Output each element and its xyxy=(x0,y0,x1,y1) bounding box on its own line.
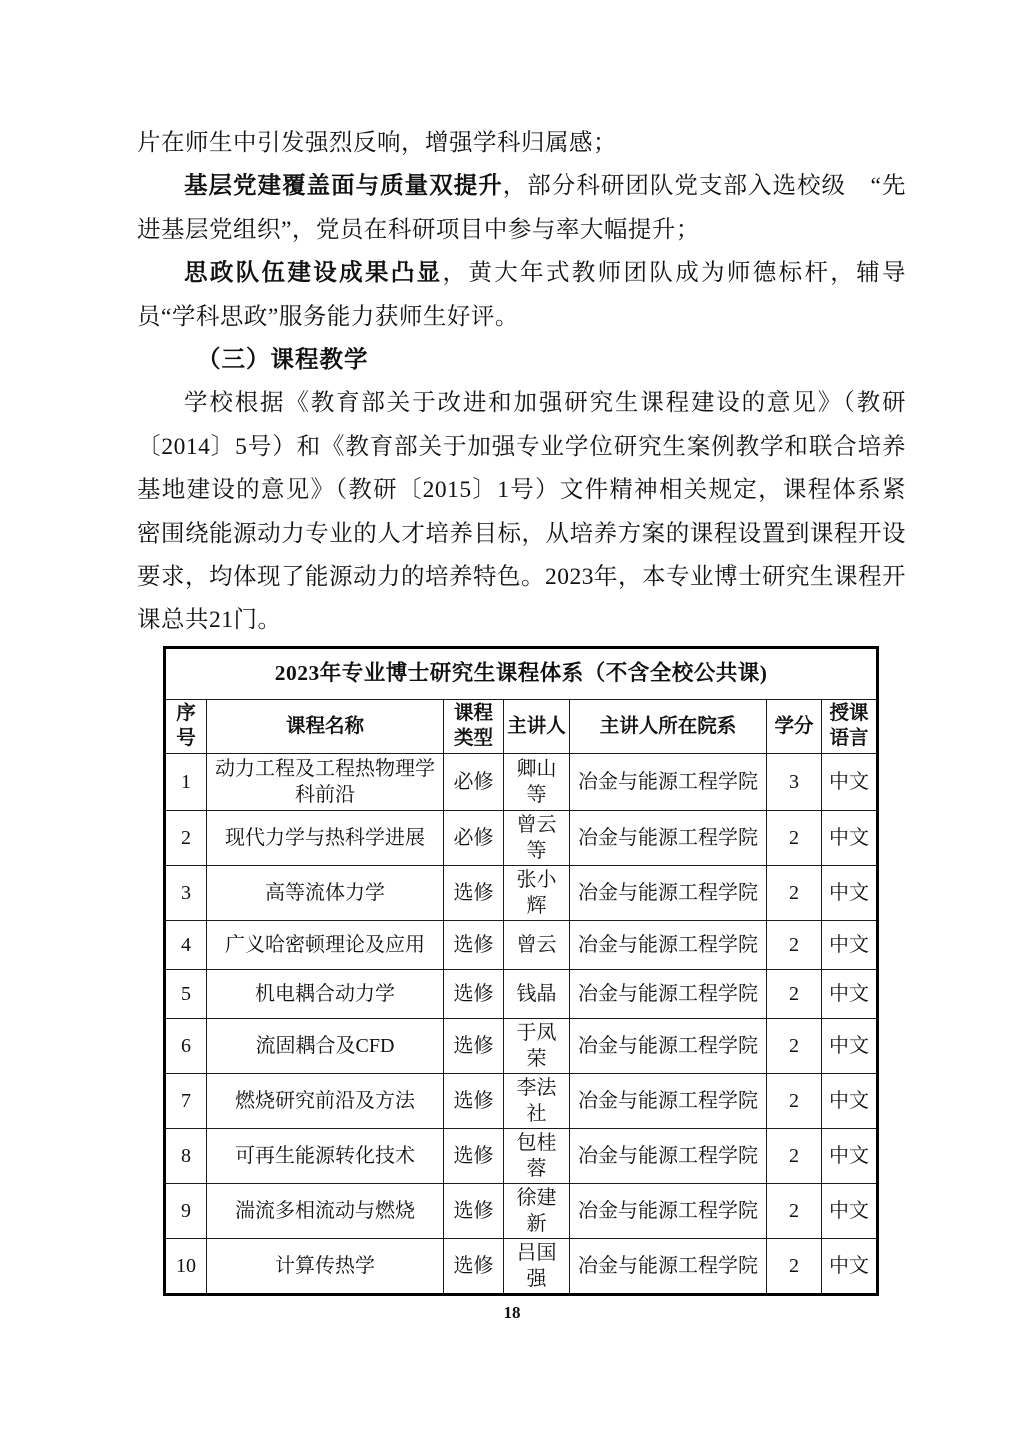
table-row xyxy=(165,969,878,1018)
cell-credits: 2 xyxy=(767,1073,822,1128)
table-title: 2023年专业博士研究生课程体系（不含全校公共课) xyxy=(165,647,878,699)
table-row xyxy=(165,1018,878,1073)
paragraph-text: 学校根据《教育部关于改进和加强研究生课程建设的意见》（教研〔2014〕5号）和《教育部关于加强专业学位研究生案例教学和联合培养基地建设的意见》（教研〔2015〕1号）文件精神相关规定，课程体系紧密围绕能源动力专业的人才培养目标，从培养方案的课程设置到课程开设要求，均体现了能源动力的培养特色。2023年，本专业博士研究生课程开课总共21门。 xyxy=(137,390,906,634)
cell-lecturer: 吕国强 xyxy=(504,1238,570,1294)
section-heading-course-teaching: （三）课程教学 xyxy=(197,347,369,374)
cell-course-type: 必修 xyxy=(444,753,504,810)
column-header-course-type: 课程类型 xyxy=(444,699,504,753)
table-header-row xyxy=(165,699,878,753)
table-title-row xyxy=(165,647,878,699)
cell-course-name: 湍流多相流动与燃烧 xyxy=(207,1183,444,1238)
cell-department: 冶金与能源工程学院 xyxy=(570,969,767,1018)
cell-course-name: 计算传热学 xyxy=(207,1238,444,1294)
cell-course-name: 可再生能源转化技术 xyxy=(207,1128,444,1183)
paragraph-course-system xyxy=(137,382,906,642)
cell-course-type: 选修 xyxy=(444,865,504,920)
cell-lecturer: 张小辉 xyxy=(504,865,570,920)
cell-course-type: 选修 xyxy=(444,1073,504,1128)
cell-credits: 2 xyxy=(767,1018,822,1073)
column-header-credits: 学分 xyxy=(767,699,822,753)
cell-no: 8 xyxy=(165,1128,207,1183)
table-row xyxy=(165,810,878,865)
document-body xyxy=(137,122,906,1296)
cell-language: 中文 xyxy=(822,1128,878,1183)
cell-language: 中文 xyxy=(822,969,878,1018)
cell-lecturer: 包桂蓉 xyxy=(504,1128,570,1183)
cell-course-name: 动力工程及工程热物理学科前沿 xyxy=(207,753,444,810)
cell-no: 1 xyxy=(165,753,207,810)
cell-no: 2 xyxy=(165,810,207,865)
cell-course-type: 选修 xyxy=(444,1018,504,1073)
paragraph-text: 片在师生中引发强烈反响，增强学科归属感； xyxy=(137,130,617,156)
table-row xyxy=(165,1073,878,1128)
cell-language: 中文 xyxy=(822,1018,878,1073)
cell-course-type: 选修 xyxy=(444,969,504,1018)
paragraph-text: ，黄大年式教师团队成为师德标杆，辅导员“学科思政”服务能力获师生好评。 xyxy=(137,260,907,330)
column-header-department: 主讲人所在院系 xyxy=(570,699,767,753)
cell-no: 4 xyxy=(165,920,207,969)
cell-credits: 2 xyxy=(767,810,822,865)
table-row xyxy=(165,865,878,920)
cell-language: 中文 xyxy=(822,920,878,969)
cell-no: 6 xyxy=(165,1018,207,1073)
cell-lecturer: 曾云 xyxy=(504,920,570,969)
paragraph-text: ，部分科研团队党支部入选校级 “先进基层党组织”，党员在科研项目中参与率大幅提升； xyxy=(137,173,907,243)
table-row xyxy=(165,753,878,810)
cell-lecturer: 李法社 xyxy=(504,1073,570,1128)
cell-lecturer: 钱晶 xyxy=(504,969,570,1018)
paragraph-lead-bold: 基层党建覆盖面与质量双提升 xyxy=(184,173,503,200)
table-row xyxy=(165,1128,878,1183)
cell-lecturer: 曾云等 xyxy=(504,810,570,865)
table-row xyxy=(165,920,878,969)
cell-credits: 2 xyxy=(767,1238,822,1294)
cell-course-name: 广义哈密顿理论及应用 xyxy=(207,920,444,969)
cell-language: 中文 xyxy=(822,865,878,920)
table-row xyxy=(165,1238,878,1294)
cell-no: 5 xyxy=(165,969,207,1018)
cell-credits: 2 xyxy=(767,969,822,1018)
cell-language: 中文 xyxy=(822,810,878,865)
cell-no: 9 xyxy=(165,1183,207,1238)
column-header-language: 授课语言 xyxy=(822,699,878,753)
cell-language: 中文 xyxy=(822,1073,878,1128)
cell-credits: 2 xyxy=(767,1128,822,1183)
paragraph-lead-bold: 思政队伍建设成果凸显 xyxy=(184,260,443,287)
cell-course-name: 高等流体力学 xyxy=(207,865,444,920)
course-table xyxy=(163,646,879,1296)
cell-department: 冶金与能源工程学院 xyxy=(570,810,767,865)
column-header-course-name: 课程名称 xyxy=(207,699,444,753)
cell-course-name: 燃烧研究前沿及方法 xyxy=(207,1073,444,1128)
cell-lecturer: 徐建新 xyxy=(504,1183,570,1238)
table-row xyxy=(165,1183,878,1238)
cell-department: 冶金与能源工程学院 xyxy=(570,865,767,920)
cell-course-type: 选修 xyxy=(444,920,504,969)
cell-course-type: 选修 xyxy=(444,1238,504,1294)
cell-department: 冶金与能源工程学院 xyxy=(570,1073,767,1128)
cell-department: 冶金与能源工程学院 xyxy=(570,1128,767,1183)
cell-no: 3 xyxy=(165,865,207,920)
cell-course-type: 选修 xyxy=(444,1183,504,1238)
cell-credits: 2 xyxy=(767,1183,822,1238)
cell-lecturer: 于凤荣 xyxy=(504,1018,570,1073)
cell-language: 中文 xyxy=(822,1238,878,1294)
cell-credits: 2 xyxy=(767,920,822,969)
cell-credits: 2 xyxy=(767,865,822,920)
column-header-lecturer: 主讲人 xyxy=(504,699,570,753)
paragraph-ideology-team xyxy=(137,252,906,339)
cell-course-name: 机电耦合动力学 xyxy=(207,969,444,1018)
cell-language: 中文 xyxy=(822,753,878,810)
cell-department: 冶金与能源工程学院 xyxy=(570,753,767,810)
cell-course-type: 必修 xyxy=(444,810,504,865)
paragraph-continuation xyxy=(137,122,906,165)
cell-no: 7 xyxy=(165,1073,207,1128)
cell-department: 冶金与能源工程学院 xyxy=(570,1238,767,1294)
paragraph-party-building xyxy=(137,165,906,252)
cell-department: 冶金与能源工程学院 xyxy=(570,1018,767,1073)
cell-department: 冶金与能源工程学院 xyxy=(570,920,767,969)
cell-department: 冶金与能源工程学院 xyxy=(570,1183,767,1238)
cell-course-name: 流固耦合及CFD xyxy=(207,1018,444,1073)
cell-course-type: 选修 xyxy=(444,1128,504,1183)
cell-no: 10 xyxy=(165,1238,207,1294)
cell-course-name: 现代力学与热科学进展 xyxy=(207,810,444,865)
column-header-no: 序号 xyxy=(165,699,207,753)
cell-lecturer: 卿山等 xyxy=(504,753,570,810)
cell-language: 中文 xyxy=(822,1183,878,1238)
cell-credits: 3 xyxy=(767,753,822,810)
page-number: 18 xyxy=(503,1303,521,1322)
